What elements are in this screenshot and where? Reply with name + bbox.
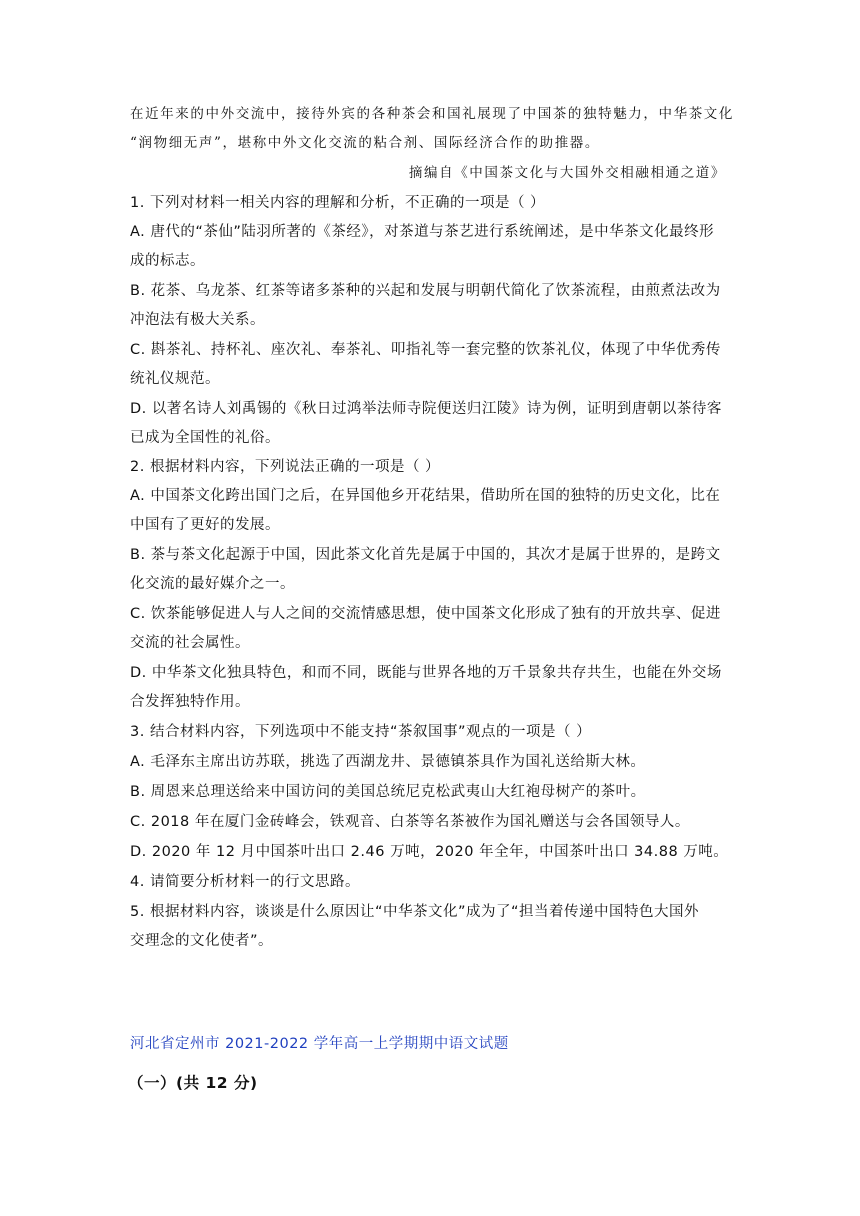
option-line: 化交流的最好媒介之一。 [130, 576, 295, 592]
section-heading: （一）(共 12 分) [128, 1074, 258, 1092]
passage-line: “润物细无声”，堪称中外文化交流的粘合剂、国际经济合作的助推器。 [130, 135, 601, 151]
question-line: 4. 请简要分析材料一的行文思路。 [130, 874, 360, 890]
option-line: C. 饮茶能够促进人与人之间的交流情感思想，使中国茶文化形成了独有的开放共享、促进 [130, 606, 721, 622]
question-line: 1. 下列对材料一相关内容的理解和分析，不正确的一项是（ ） [130, 195, 546, 211]
option-line: B. 茶与茶文化起源于中国，因此茶文化首先是属于中国的，其次才是属于世界的，是跨文 [130, 547, 721, 563]
option-line: 冲泡法有极大关系。 [130, 312, 265, 328]
question-line: 3. 结合材料内容，下列选项中不能支持“茶叙国事”观点的一项是（ ） [130, 724, 592, 740]
option-line: 中国有了更好的发展。 [130, 517, 280, 533]
question-line: 2. 根据材料内容，下列说法正确的一项是（ ） [130, 459, 441, 475]
option-line: 交流的社会属性。 [130, 635, 250, 651]
option-line: C. 斟茶礼、持杯礼、座次礼、奉茶礼、叩指礼等一套完整的饮茶礼仪，体现了中华优秀传 [130, 342, 721, 358]
option-line: D. 以著名诗人刘禹锡的《秋日过鸿举法师寺院便送归江陵》诗为例，证明到唐朝以茶待客 [130, 401, 722, 417]
option-line: 统礼仪规范。 [130, 371, 220, 387]
option-line: A. 唐代的“茶仙”陆羽所著的《茶经》，对茶道与茶艺进行系统阐述，是中华茶文化最终形 [130, 224, 715, 240]
option-line: B. 花茶、乌龙茶、红茶等诸多茶种的兴起和发展与明朝代简化了饮茶流程，由煎煮法改为 [130, 283, 721, 299]
option-line: 成的标志。 [130, 253, 205, 269]
option-line: 已成为全国性的礼俗。 [130, 430, 280, 446]
option-line: A. 毛泽东主席出访苏联，挑选了西湖龙井、景德镇茶具作为国礼送给斯大林。 [130, 754, 646, 770]
passage-source: 摘编自《中国茶文化与大国外交相融相通之道》 [408, 165, 726, 181]
option-line: 合发挥独特作用。 [130, 694, 250, 710]
option-line: D. 2020 年 12 月中国茶叶出口 2.46 万吨，2020 年全年，中国茶叶出口 34.88 万吨。 [130, 844, 729, 860]
question-line: 交理念的文化使者”。 [130, 933, 274, 949]
passage-line: 在近年来的中外交流中，接待外宾的各种茶会和国礼展现了中国茶的独特魅力，中华茶文化 [130, 106, 734, 122]
option-line: D. 中华茶文化独具特色，和而不同，既能与世界各地的万千景象共存共生，也能在外交场 [130, 665, 722, 681]
option-line: C. 2018 年在厦门金砖峰会，铁观音、白茶等名茶被作为国礼赠送与会各国领导人。 [130, 814, 690, 830]
source-link[interactable]: 河北省定州市 2021-2022 学年高一上学期期中语文试题 [130, 1036, 509, 1052]
question-line: 5. 根据材料内容，谈谈是什么原因让“中华茶文化”成为了“担当着传递中国特色大国外 [130, 904, 699, 920]
option-line: B. 周恩来总理送给来中国访问的美国总统尼克松武夷山大红袍母树产的茶叶。 [130, 784, 646, 800]
option-line: A. 中国茶文化跨出国门之后，在异国他乡开花结果，借助所在国的独特的历史文化，比在 [130, 488, 721, 504]
